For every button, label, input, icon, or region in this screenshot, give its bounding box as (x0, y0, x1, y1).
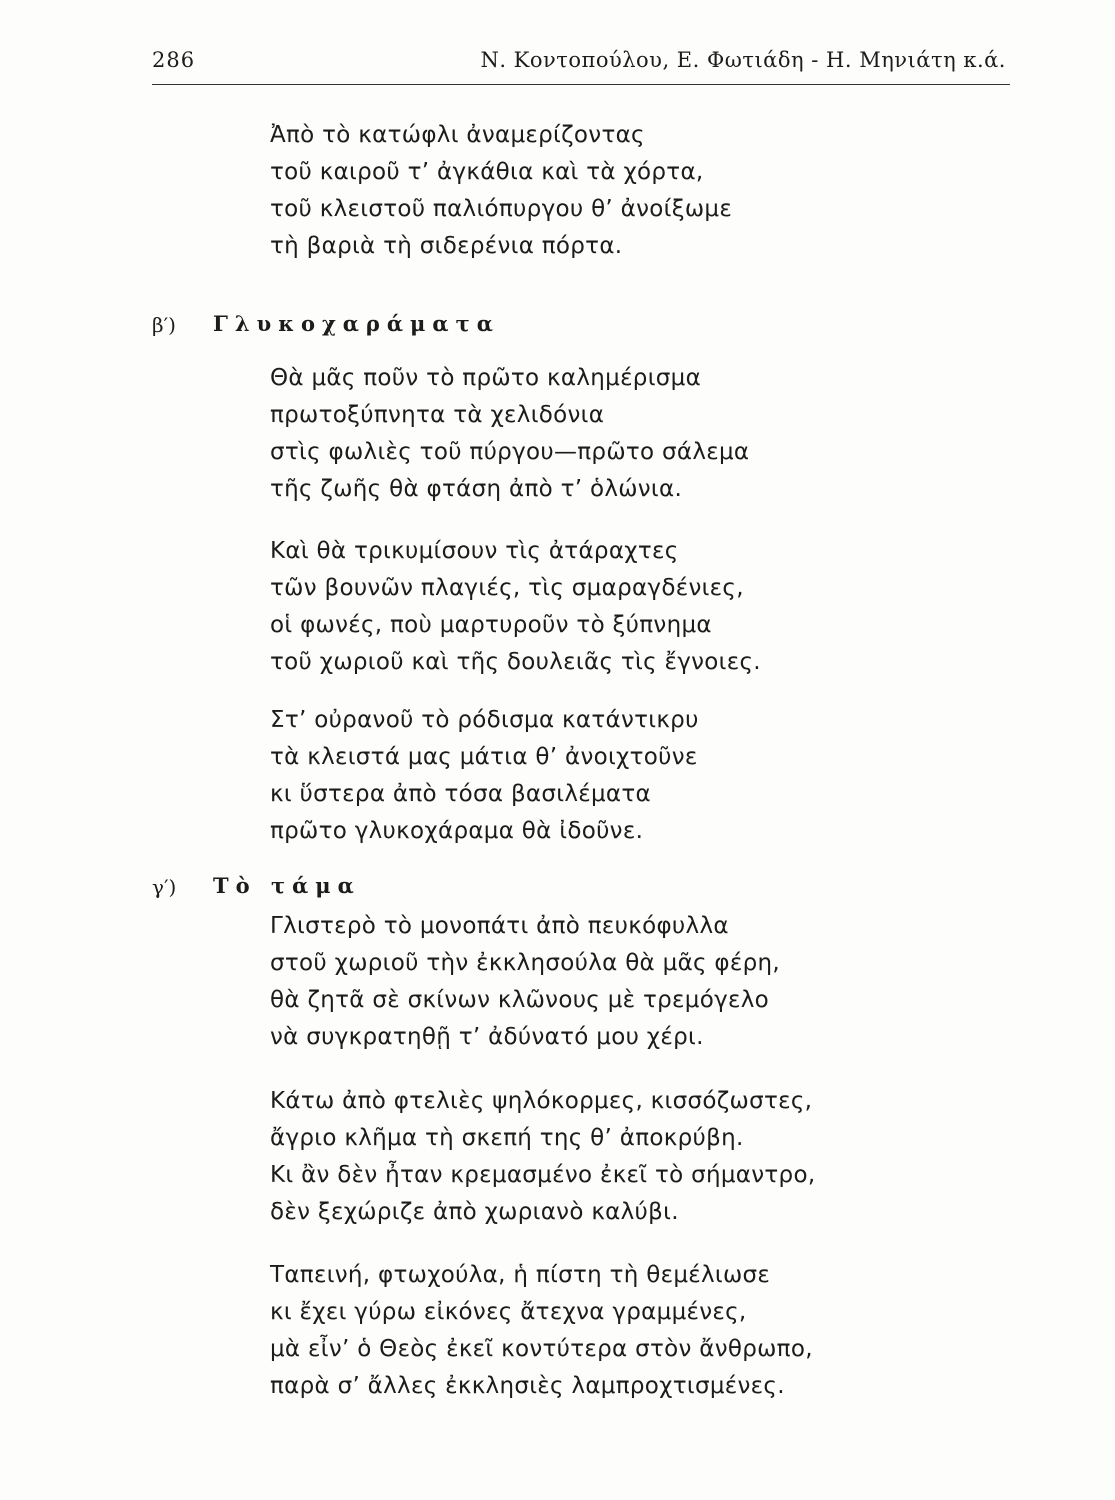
verse-line: δὲν ξεχώριζε ἀπὸ χωριανὸ καλύβι. (270, 1199, 679, 1225)
section-c-label: γ′) (152, 875, 177, 899)
section-c-stanza-1 (270, 908, 780, 1056)
opening-stanza (270, 117, 732, 265)
running-head: Ν. Κοντοπούλου, Ε. Φωτιάδη - Η. Μηνιάτη κ.ά. (480, 48, 1006, 72)
verse-line: Κι ἂν δὲν ἦταν κρεμασμένο ἐκεῖ τὸ σήμαντρο, (270, 1162, 816, 1188)
verse-line: Κάτω ἀπὸ φτελιὲς ψηλόκορμες, κισσόζωστες, (270, 1088, 813, 1114)
verse-line: τοῦ χωριοῦ καὶ τῆς δουλειᾶς τὶς ἔγνοιες. (270, 649, 761, 675)
verse-line: τὴ βαριὰ τὴ σιδερένια πόρτα. (270, 233, 623, 259)
verse-line: κι ἔχει γύρω εἰκόνες ἄτεχνα γραμμένες, (270, 1299, 747, 1325)
verse-line: οἱ φωνές, ποὺ μαρτυροῦν τὸ ξύπνημα (270, 612, 712, 638)
verse-line: πρῶτο γλυκοχάραμα θὰ ἰδοῦνε. (270, 818, 644, 844)
verse-line: μὰ εἶν’ ὁ Θεὸς ἐκεῖ κοντύτερα στὸν ἄνθρωπο, (270, 1336, 813, 1362)
verse-line: θὰ ζητᾶ σὲ σκίνων κλῶνους μὲ τρεμόγελο (270, 987, 770, 1013)
section-c-stanza-3 (270, 1257, 813, 1405)
section-c-title: Τὸ τάμα (213, 873, 361, 898)
section-b-label: β′) (152, 313, 176, 337)
verse-line: παρὰ σ’ ἄλλες ἐκκλησιὲς λαμπροχτισμένες. (270, 1373, 785, 1399)
page-number: 286 (152, 48, 196, 72)
verse-line: Στ’ οὐρανοῦ τὸ ρόδισμα κατάντικρυ (270, 707, 699, 733)
verse-line: τοῦ κλειστοῦ παλιόπυργου θ’ ἀνοίξωμε (270, 196, 733, 222)
section-b-stanza-2 (270, 533, 761, 681)
verse-line: τοῦ καιροῦ τ’ ἀγκάθια καὶ τὰ χόρτα, (270, 159, 704, 185)
verse-line: Θὰ μᾶς ποῦν τὸ πρῶτο καλημέρισμα (270, 365, 702, 391)
section-b-title: Γλυκοχαράματα (213, 311, 500, 336)
verse-line: Γλιστερὸ τὸ μονοπάτι ἀπὸ πευκόφυλλα (270, 913, 729, 939)
verse-line: νὰ συγκρατηθῇ τ’ ἀδύνατό μου χέρι. (270, 1024, 704, 1050)
verse-line: στὶς φωλιὲς τοῦ πύργου—πρῶτο σάλεμα (270, 439, 750, 465)
verse-line: Ἀπὸ τὸ κατώφλι ἀναμερίζοντας (270, 122, 645, 148)
verse-line: τῶν βουνῶν πλαγιές, τὶς σμαραγδένιες, (270, 575, 744, 601)
verse-line: Ταπεινή, φτωχούλα, ἡ πίστη τὴ θεμέλιωσε (270, 1262, 771, 1288)
verse-line: τὰ κλειστά μας μάτια θ’ ἀνοιχτοῦνε (270, 744, 698, 770)
section-b-stanza-1 (270, 360, 749, 508)
verse-line: κι ὕστερα ἀπὸ τόσα βασιλέματα (270, 781, 651, 807)
verse-line: πρωτοξύπνητα τὰ χελιδόνια (270, 402, 605, 428)
verse-line: στοῦ χωριοῦ τὴν ἐκκλησούλα θὰ μᾶς φέρη, (270, 950, 781, 976)
page-header (152, 44, 1010, 85)
section-b-stanza-3 (270, 702, 699, 850)
verse-line: Καὶ θὰ τρικυμίσουν τὶς ἀτάραχτες (270, 538, 679, 564)
verse-line: ἄγριο κλῆμα τὴ σκεπή της θ’ ἀποκρύβη. (270, 1125, 744, 1151)
section-c-stanza-2 (270, 1083, 815, 1231)
verse-line: τῆς ζωῆς θὰ φτάση ἀπὸ τ’ ὁλώνια. (270, 476, 683, 502)
